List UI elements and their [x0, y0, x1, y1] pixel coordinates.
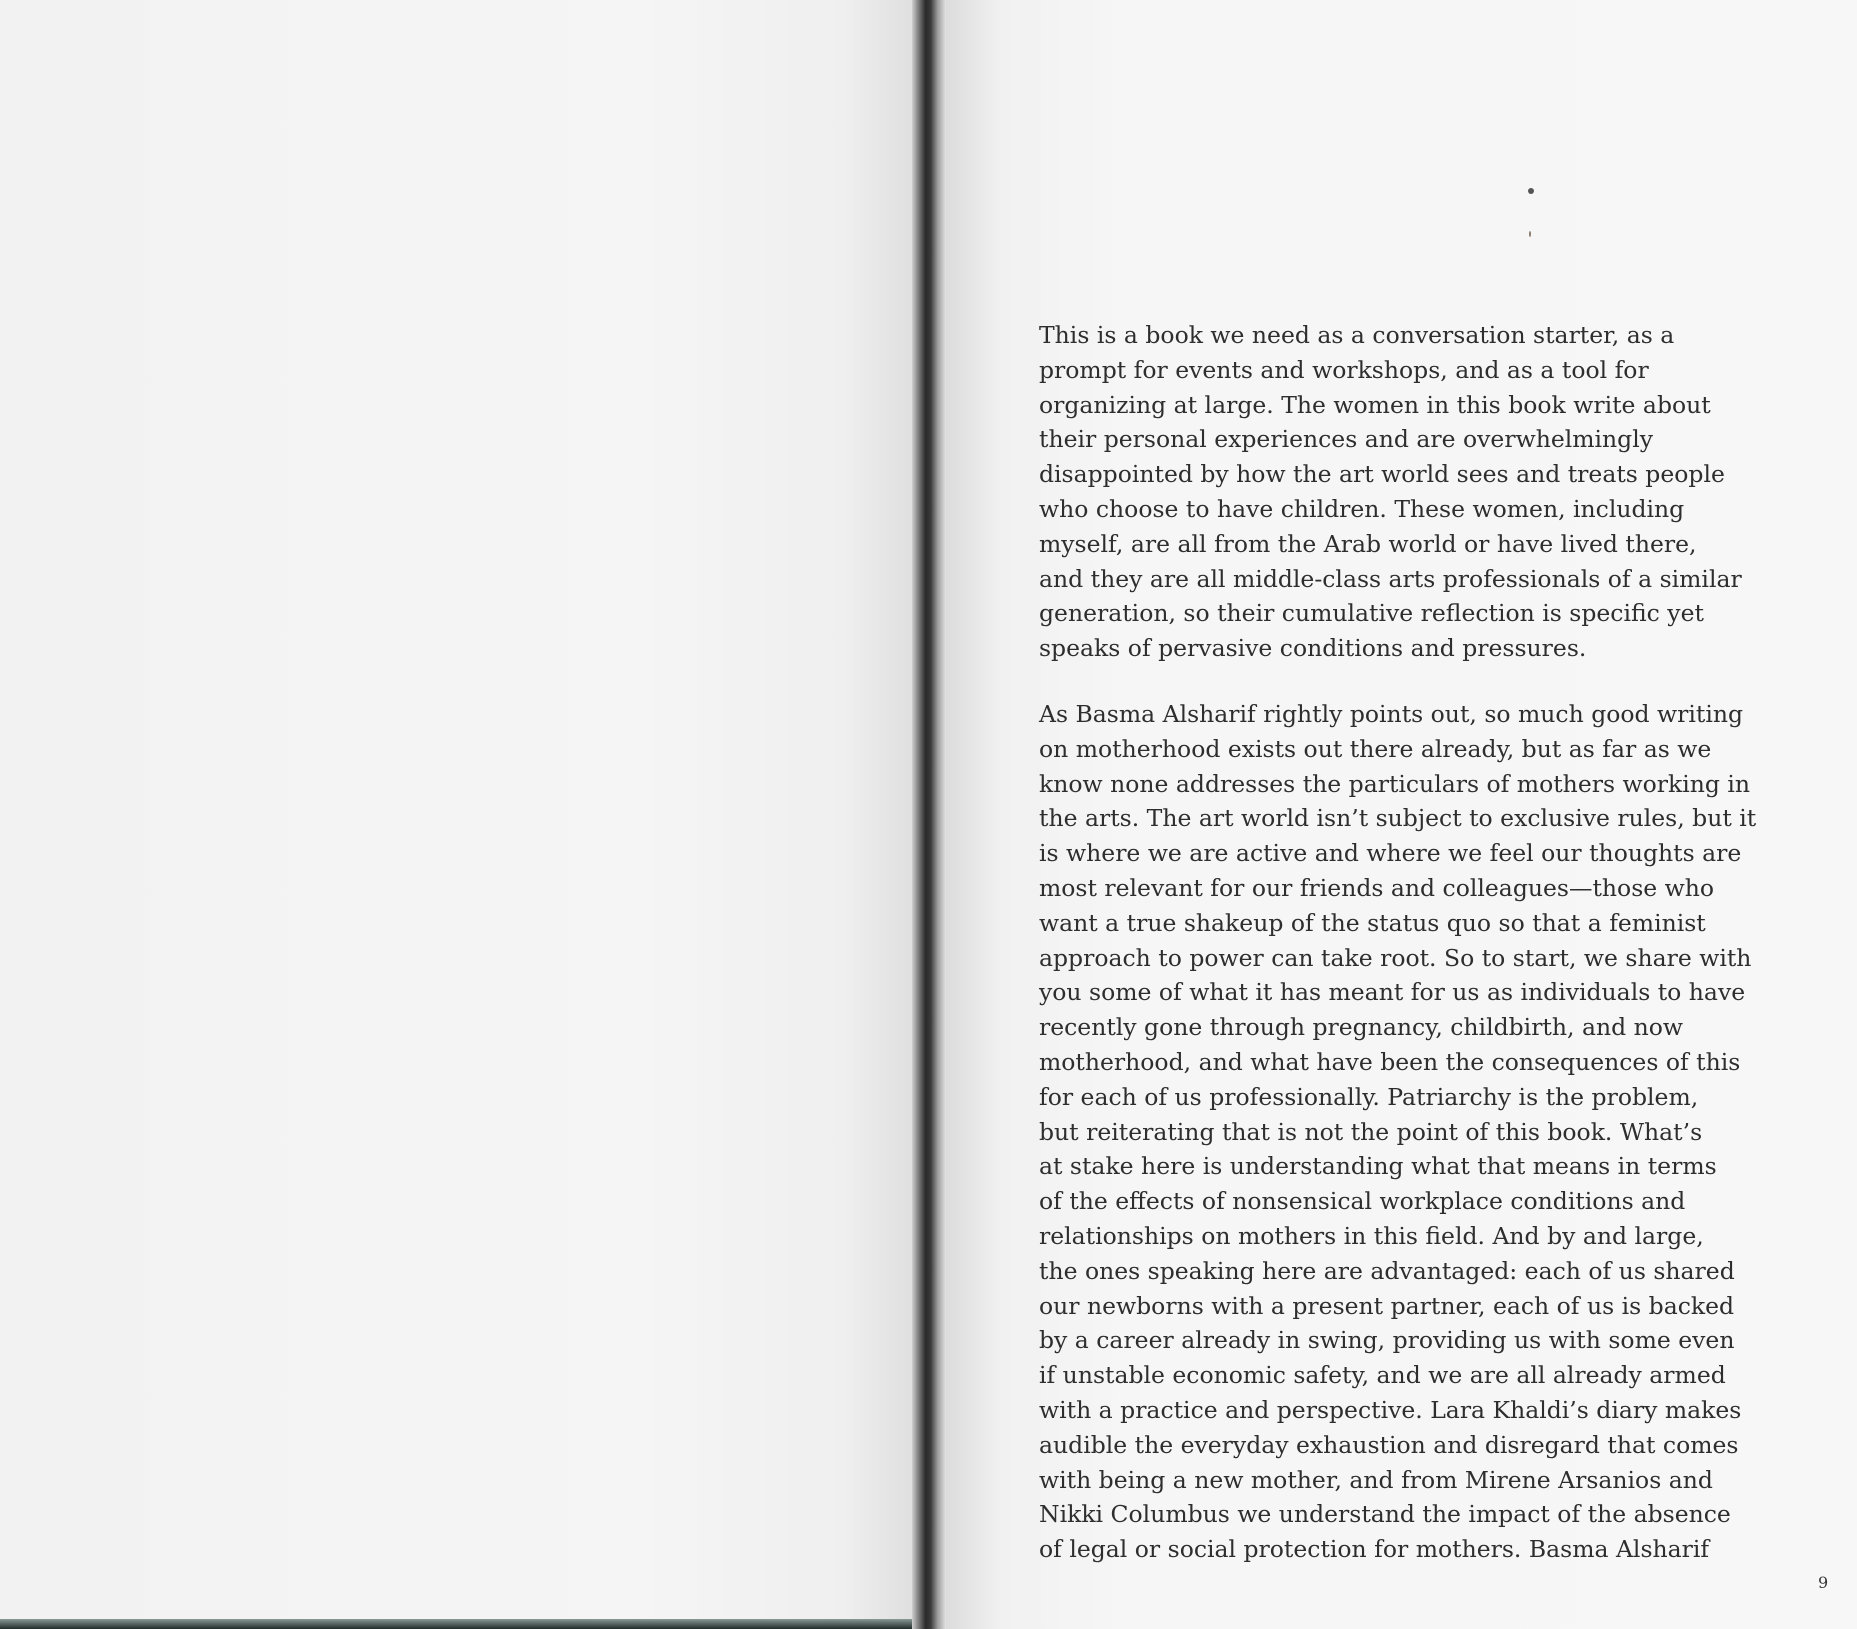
page-number: 9	[1818, 1573, 1829, 1592]
text-line: organizing at large. The women in this book write about	[1039, 390, 1711, 419]
text-line: know none addresses the particulars of mothers working in	[1039, 769, 1751, 798]
text-line: you some of what it has meant for us as individuals to have	[1039, 978, 1746, 1007]
left-page-bottom-edge	[0, 1619, 918, 1629]
text-line: on motherhood exists out there already, but as far as we	[1039, 734, 1712, 763]
text-line: disappointed by how the art world sees and treats people	[1039, 460, 1725, 489]
text-line: if unstable economic safety, and we are all already armed	[1039, 1361, 1726, 1390]
text-line: their personal experiences and are overwhelmingly	[1039, 425, 1654, 454]
text-line: audible the everyday exhaustion and disregard that comes	[1039, 1430, 1739, 1459]
text-line: of the effects of nonsensical workplace conditions and	[1039, 1187, 1686, 1216]
text-line: of legal or social protection for mothers. Basma Alsharif	[1039, 1535, 1710, 1564]
text-line: motherhood, and what have been the consequences of this	[1039, 1047, 1741, 1076]
text-line: but reiterating that is not the point of this book. What’s	[1039, 1117, 1703, 1146]
left-page-blank	[0, 0, 918, 1629]
text-line: our newborns with a present partner, each of us is backed	[1039, 1291, 1735, 1320]
paper-speck	[1528, 188, 1534, 194]
text-line: prompt for events and workshops, and as a tool for	[1039, 355, 1649, 384]
text-line: at stake here is understanding what that means in terms	[1039, 1152, 1717, 1181]
paragraph-1	[1039, 318, 1742, 666]
text-line: is where we are active and where we feel our thoughts are	[1039, 839, 1742, 868]
text-line: for each of us professionally. Patriarchy is the problem,	[1039, 1082, 1699, 1111]
text-line: and they are all middle-class arts professionals of a similar	[1039, 564, 1742, 593]
text-line: with being a new mother, and from Mirene Arsanios and	[1039, 1465, 1713, 1494]
text-line: relationships on mothers in this field. And by and large,	[1039, 1221, 1704, 1250]
text-line: As Basma Alsharif rightly points out, so much good writing	[1039, 700, 1744, 728]
text-line: the ones speaking here are advantaged: each of us shared	[1039, 1256, 1735, 1285]
text-line: approach to power can take root. So to start, we share with	[1039, 943, 1752, 972]
text-line: who choose to have children. These women, including	[1039, 494, 1685, 523]
text-line: most relevant for our friends and colleagues—those who	[1039, 873, 1715, 902]
text-line: with a practice and perspective. Lara Khaldi’s diary makes	[1039, 1395, 1742, 1424]
text-line: want a true shakeup of the status quo so that a feminist	[1039, 908, 1706, 937]
text-line: speaks of pervasive conditions and pressures.	[1039, 634, 1587, 663]
text-line: Nikki Columbus we understand the impact of the absence	[1039, 1500, 1731, 1529]
text-line: myself, are all from the Arab world or have lived there,	[1039, 529, 1697, 558]
text-line: generation, so their cumulative reflection is specific yet	[1039, 599, 1704, 628]
text-line: by a career already in swing, providing us with some even	[1039, 1326, 1735, 1355]
book-gutter	[912, 0, 946, 1629]
text-line: recently gone through pregnancy, childbirth, and now	[1039, 1013, 1684, 1042]
text-line: This is a book we need as a conversation starter, as a	[1039, 321, 1675, 349]
text-line: the arts. The art world isn’t subject to exclusive rules, but it	[1039, 804, 1757, 833]
paragraph-2	[1039, 697, 1757, 1567]
paper-speck	[1529, 231, 1531, 237]
